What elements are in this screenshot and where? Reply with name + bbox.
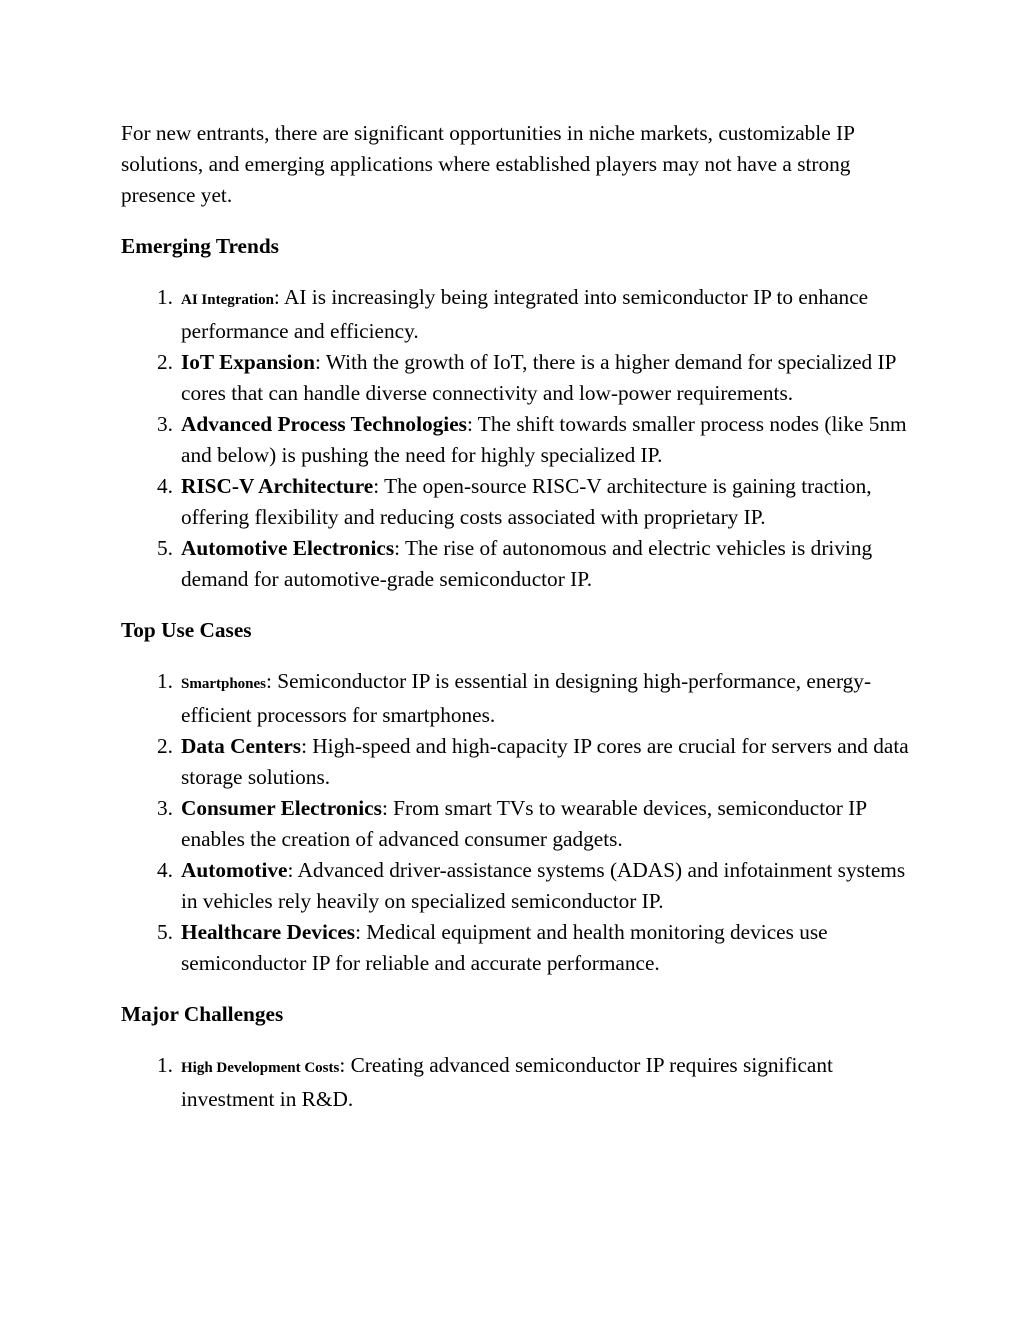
- list-number: 1.: [157, 285, 173, 309]
- list-term: Healthcare Devices: [181, 920, 356, 944]
- numbered-list: [121, 1050, 911, 1115]
- list-term: Advanced Process Technologies: [181, 412, 467, 436]
- list-text: : The open-source RISC-V architecture is gaining traction, offering flexibility and reducing costs associated with proprietary IP.: [181, 474, 872, 529]
- list-number: 1.: [157, 669, 173, 693]
- section-emerging-trends: [121, 231, 911, 595]
- list-term: RISC-V Architecture: [181, 474, 374, 498]
- list-number: 3.: [157, 796, 173, 820]
- document-page: [121, 118, 911, 1115]
- list-item: [121, 533, 911, 595]
- list-term: Smartphones: [181, 676, 267, 692]
- list-item: [121, 282, 911, 347]
- list-text: : The rise of autonomous and electric vehicles is driving demand for automotive-grade semiconductor IP.: [181, 536, 873, 591]
- list-text: : Medical equipment and health monitoring devices use semiconductor IP for reliable and accurate performance.: [181, 920, 828, 975]
- section-heading: Top Use Cases: [121, 618, 252, 642]
- list-number: 2.: [157, 734, 173, 758]
- list-item: [121, 793, 911, 855]
- list-number: 3.: [157, 412, 173, 436]
- list-term: IoT Expansion: [181, 350, 315, 374]
- section-major-challenges: [121, 999, 911, 1115]
- list-term: AI Integration: [181, 292, 274, 308]
- intro-paragraph: For new entrants, there are significant opportunities in niche markets, customizable IP solutions, and emerging applications where established players may not have a strong presence yet.: [121, 121, 855, 207]
- section-top-use-cases: [121, 615, 911, 979]
- list-text: : The shift towards smaller process nodes (like 5nm and below) is pushing the need for highly specialized IP.: [181, 412, 907, 467]
- list-term: Consumer Electronics: [181, 796, 382, 820]
- list-term: Automotive: [181, 858, 288, 882]
- list-number: 4.: [157, 858, 173, 882]
- list-term: High Development Costs: [181, 1060, 340, 1076]
- numbered-list: [121, 666, 911, 979]
- list-term: Data Centers: [181, 734, 302, 758]
- list-number: 2.: [157, 350, 173, 374]
- list-text: : Creating advanced semiconductor IP requires significant investment in R&D.: [181, 1053, 833, 1111]
- list-text: : High-speed and high-capacity IP cores are crucial for servers and data storage solutions.: [181, 734, 909, 789]
- list-item: [121, 917, 911, 979]
- list-text: : From smart TVs to wearable devices, semiconductor IP enables the creation of advanced consumer gadgets.: [181, 796, 867, 851]
- list-text: : Semiconductor IP is essential in designing high-performance, energy-efficient processors for smartphones.: [181, 669, 872, 727]
- list-text: : AI is increasingly being integrated into semiconductor IP to enhance performance and efficiency.: [181, 285, 869, 343]
- list-number: 5.: [157, 536, 173, 560]
- section-heading: Emerging Trends: [121, 234, 279, 258]
- list-number: 5.: [157, 920, 173, 944]
- list-item: [121, 409, 911, 471]
- list-number: 4.: [157, 474, 173, 498]
- list-item: [121, 1050, 911, 1115]
- list-text: : Advanced driver-assistance systems (ADAS) and infotainment systems in vehicles rely heavily on specialized semiconductor IP.: [181, 858, 906, 913]
- list-item: [121, 347, 911, 409]
- list-item: [121, 666, 911, 731]
- list-item: [121, 855, 911, 917]
- list-text: : With the growth of IoT, there is a higher demand for specialized IP cores that can handle diverse connectivity and low-power requirements.: [181, 350, 896, 405]
- numbered-list: [121, 282, 911, 595]
- list-item: [121, 471, 911, 533]
- list-term: Automotive Electronics: [181, 536, 395, 560]
- list-number: 1.: [157, 1053, 173, 1077]
- list-item: [121, 731, 911, 793]
- section-heading: Major Challenges: [121, 1002, 284, 1026]
